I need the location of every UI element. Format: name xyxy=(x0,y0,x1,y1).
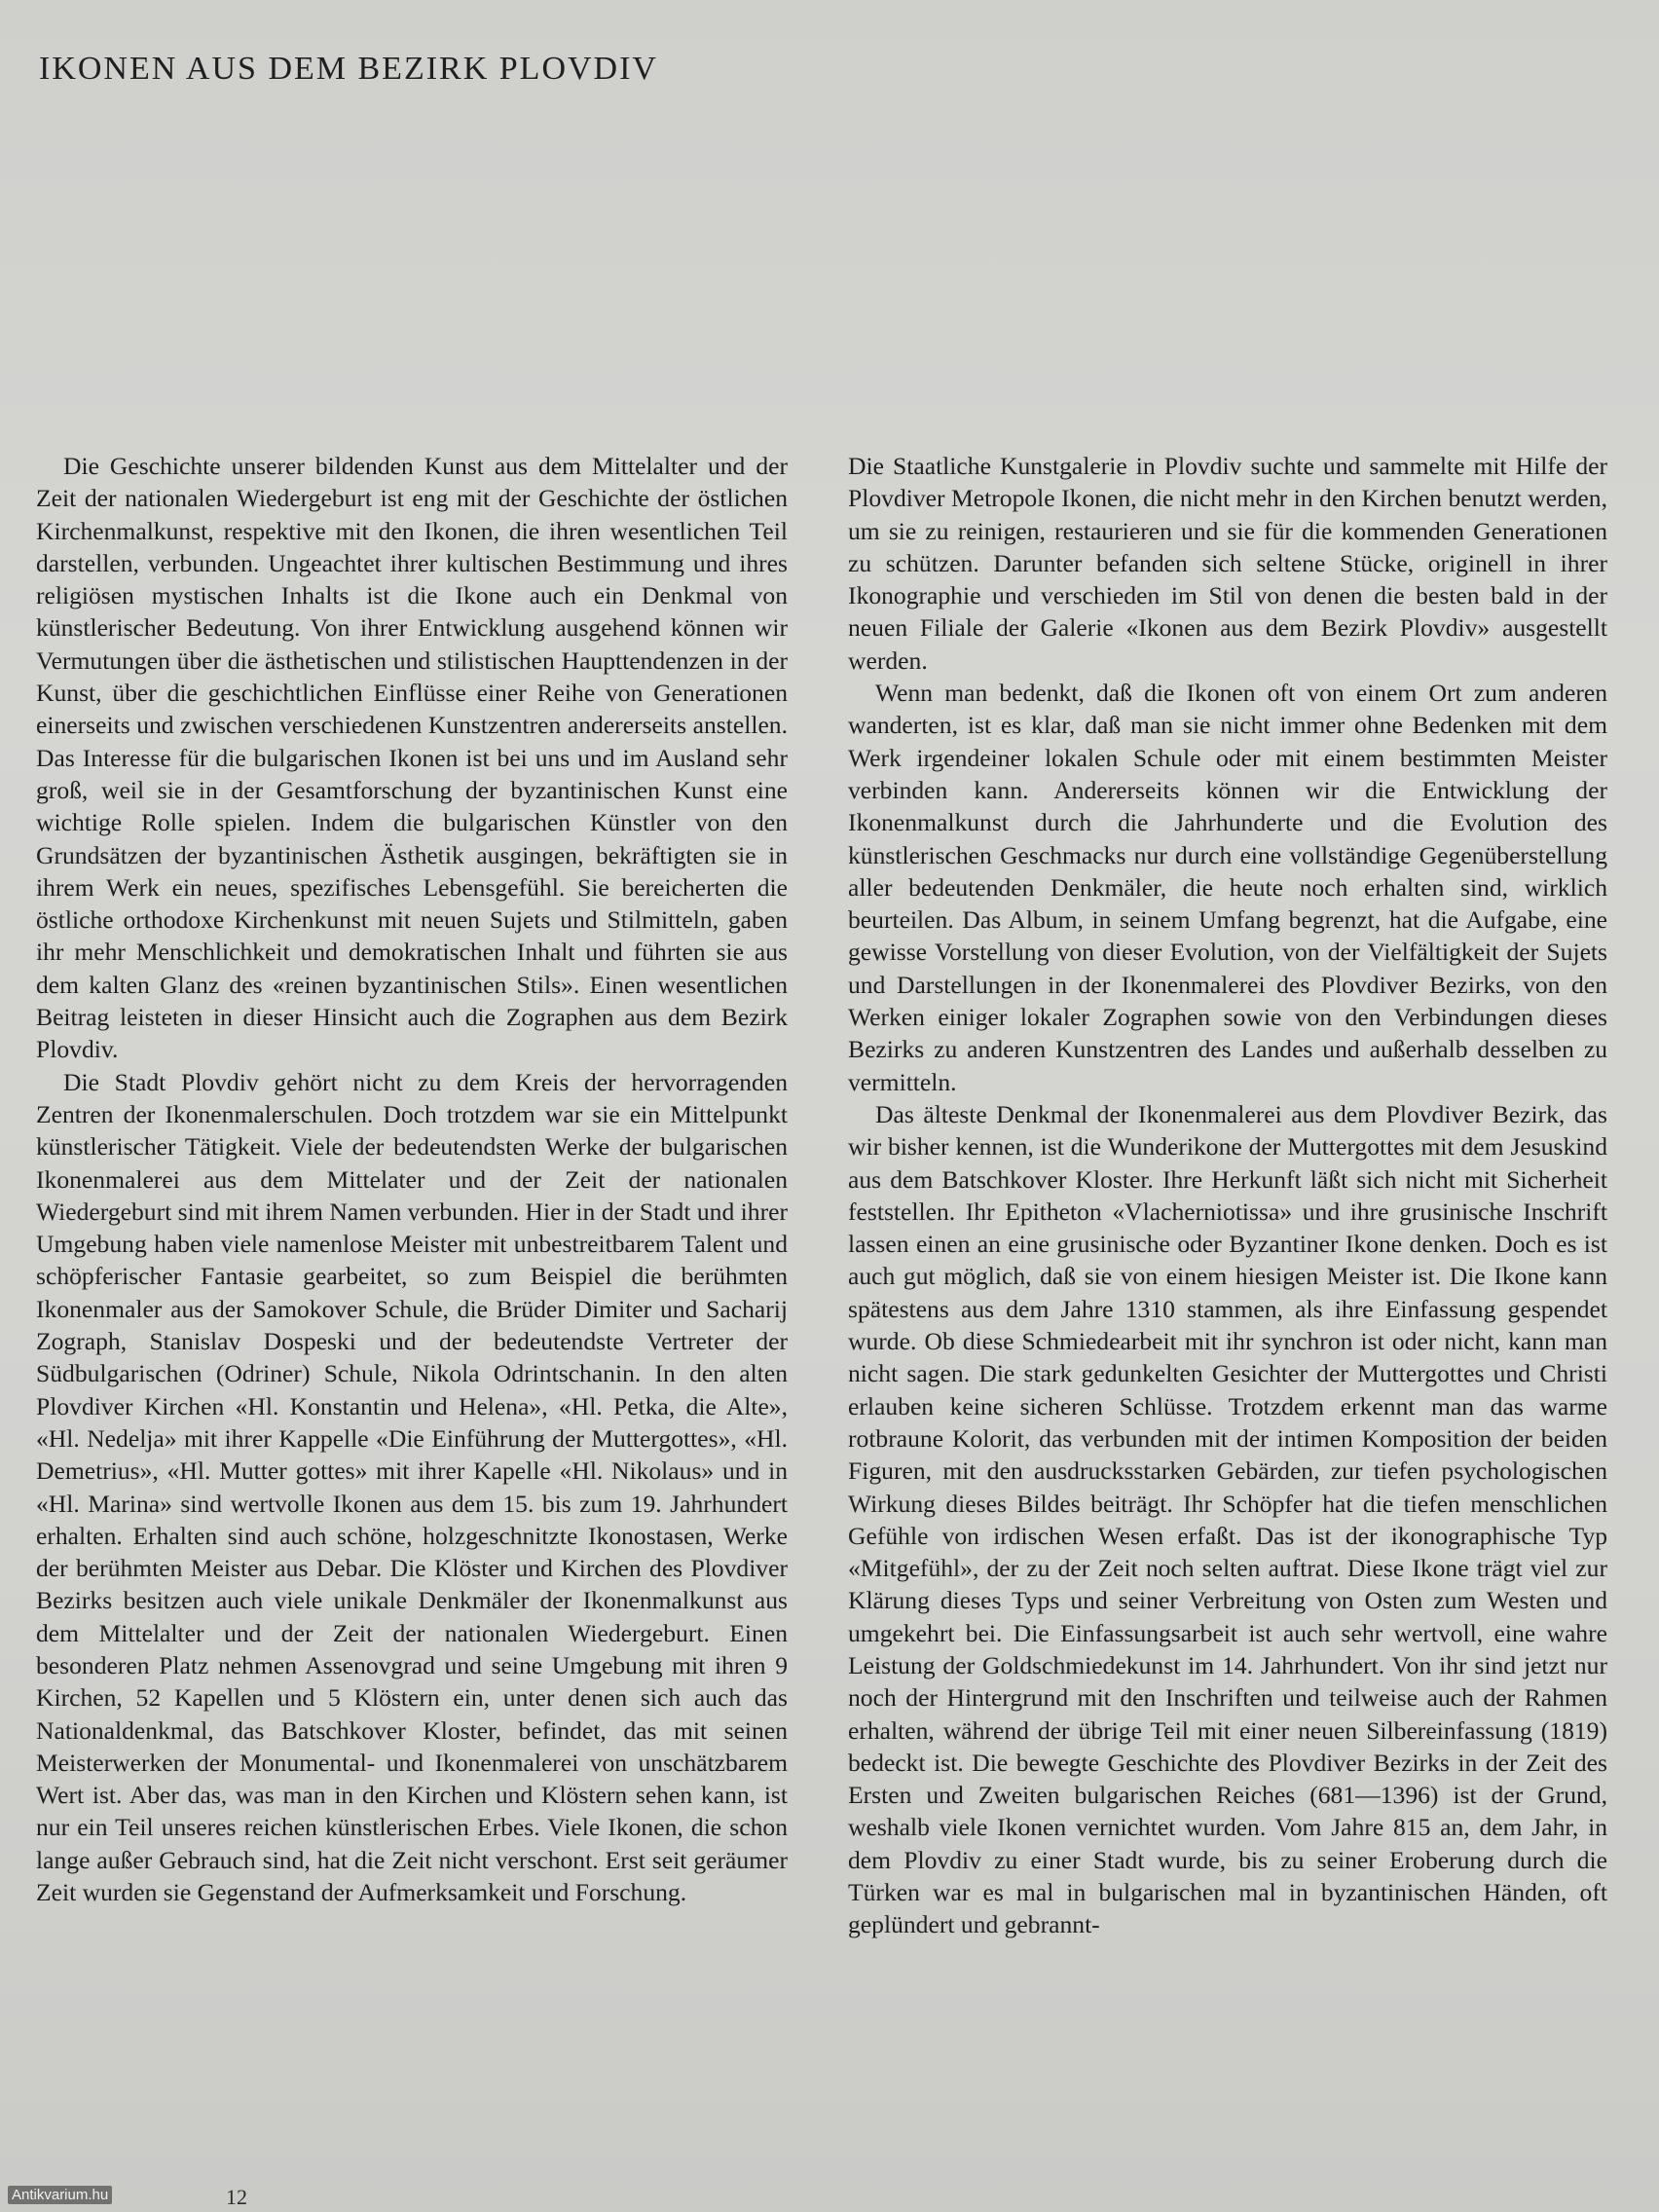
right-paragraph-2: Wenn man bedenkt, daß die Ikonen oft von einem Ort zum anderen wanderten, ist es klar, daß man sie nicht immer ohne Bedenken mit dem Werk irgendeiner lokalen Schule oder mit einem bestimmten Meister verbinden kann. Andererseits können wir die Entwicklung der Ikonenmalkunst durch die Jahrhunderte und die Evolution des künstlerischen Geschmacks nur durch eine vollständige Gegenüberstellung aller bedeutenden Denkmäler, die heute noch erhalten sind, wirklich beurteilen. Das Album, in seinem Umfang begrenzt, hat die Aufgabe, eine gewisse Vorstellung von dieser Evolution, von der Vielfältigkeit der Sujets und Darstellungen in der Ikonenmalerei des Plovdiver Bezirks, von den Werken einiger lokaler Zographen sowie von den Verbindungen dieses Bezirks zu anderen Kunstzentren des Landes und außerhalb desselben zu vermitteln. xyxy=(848,679,1607,1096)
left-paragraph-2: Die Stadt Plovdiv gehört nicht zu dem Kreis der hervorragenden Zentren der Ikonenmalerschulen. Doch trotzdem war sie ein Mittelpunkt künstlerischer Tätigkeit. Viele der bedeutendsten Werke der bulgarischen Ikonenmalerei aus dem Mittelater und der Zeit der nationalen Wiedergeburt sind mit ihrem Namen verbunden. Hier in der Stadt und ihrer Umgebung haben viele namenlose Meister mit unbestreitbarem Talent und schöpferischer Fantasie gearbeitet, so zum Beispiel die berühmten Ikonenmaler aus der Samokover Schule, die Brüder Dimiter und Sacharij Zograph, Stanislav Dospeski und der bedeutendste Vertreter der Südbulgarischen (Odriner) Schule, Nikola Odrintschanin. In den alten Plovdiver Kirchen «Hl. Konstantin und Helena», «Hl. Petka, die Alte», «Hl. Nedelja» mit ihrer Kappelle «Die Einführung der Muttergottes», «Hl. Demetrius», «Hl. Mutter gottes» mit ihrer Kapelle «Hl. Nikolaus» und in «Hl. Marina» sind wertvolle Ikonen aus dem 15. bis zum 19. Jahrhundert erhalten. Erhalten sind auch schöne, holzgeschnitzte Ikonostasen, Werke der berühmten Meister aus Debar. Die Klöster und Kirchen des Plovdiver Bezirks besitzen auch viele unikale Denkmäler der Ikonenmalkunst aus dem Mittelalter und der Zeit der nationalen Wiedergeburt. Einen besonderen Platz nehmen Assenovgrad und seine Umgebung mit ihren 9 Kirchen, 52 Kapellen und 5 Klöstern ein, unter denen sich auch das Nationaldenkmal, das Batschkover Kloster, befindet, das mit seinen Meisterwerken der Monumental- und Ikonenmalerei von unschätzbarem Wert ist. Aber das, was man in den Kirchen und Klöstern sehen kann, ist nur ein Teil unseres reichen künstlerischen Erbes. Viele Ikonen, die schon lange außer Gebrauch sind, hat die Zeit nicht verschont. Erst seit geräumer Zeit wurden sie Gegenstand der Aufmerksamkeit und Forschung. xyxy=(36,1067,788,1907)
right-paragraph-1: Die Staatliche Kunstgalerie in Plovdiv suchte und sammelte mit Hilfe der Plovdiver Metropole Ikonen, die nicht mehr in den Kirchen benutzt werden, um sie zu reinigen, restaurieren und sie für die kommenden Generationen zu schützen. Darunter befanden sich seltene Stücke, originell in ihrer Ikonographie und verschieden im Stil von denen die besten bald in der neuen Filiale der Galerie «Ikonen aus dem Bezirk Plovdiv» ausgestellt werden. xyxy=(848,452,1607,675)
watermark-label: Antikvarium.hu xyxy=(8,2186,112,2204)
right-text-column xyxy=(848,450,1607,1941)
right-paragraph-3: Das älteste Denkmal der Ikonenmalerei aus dem Plovdiver Bezirk, das wir bisher kennen, ist die Wunderikone der Muttergottes mit dem Jesuskind aus dem Batschkover Kloster. Ihre Herkunft läßt sich nicht mit Sicherheit feststellen. Ihr Epitheton «Vlacherniotissa» und ihre grusinische Inschrift lassen einen an eine grusinische oder Byzantiner Ikone denken. Doch es ist auch gut möglich, daß sie von einem hiesigen Meister ist. Die Ikone kann spätestens aus dem Jahre 1310 stammen, als ihre Einfassung gespendet wurde. Ob diese Schmiedearbeit mit ihr synchron ist oder nicht, kann man nicht sagen. Die stark gedunkelten Gesichter der Muttergottes und Christi erlauben keine sicheren Schlüsse. Trotzdem erkennt man das warme rotbraune Kolorit, das verbunden mit der intimen Komposition der beiden Figuren, mit den ausdrucksstarken Gebärden, zur tiefen psychologischen Wirkung dieses Bildes beiträgt. Ihr Schöpfer hat die tiefen menschlichen Gefühle von irdischen Wesen erfaßt. Das ist der ikonographische Typ «Mitgefühl», der zu der Zeit noch selten auftrat. Diese Ikone trägt viel zur Klärung dieses Typs und seiner Verbreitung von Osten zum Westen und umgekehrt bei. Die Einfassungsarbeit ist auch sehr wertvoll, eine wahre Leistung der Goldschmiedekunst im 14. Jahrhundert. Von ihr sind jetzt nur noch der Hintergrund mit den Inschriften und teilweise auch der Rahmen erhalten, während der übrige Teil mit einer neuen Silbereinfassung (1819) bedeckt ist. Die bewegte Geschichte des Plovdiver Bezirks in der Zeit des Ersten und Zweiten bulgarischen Reiches (681—1396) ist der Grund, weshalb viele Ikonen vernichtet wurden. Vom Jahre 815 an, dem Jahr, in dem Plovdiv zu einer Stadt wurde, bis zu seiner Eroberung durch die Türken war es mal in bulgarischen mal in byzantinischen Händen, oft geplündert und gebrannt- xyxy=(848,1099,1607,1939)
page-number: 12 xyxy=(226,2185,247,2209)
left-text-column xyxy=(36,450,788,1908)
page-title: IKONEN AUS DEM BEZIRK PLOVDIV xyxy=(39,51,658,87)
left-paragraph-1: Die Geschichte unserer bildenden Kunst aus dem Mittelalter und der Zeit der nationalen Wiedergeburt ist eng mit der Geschichte der östlichen Kirchenmalkunst, respektive mit den Ikonen, die ihren wesentlichen Teil darstellen, verbunden. Ungeachtet ihrer kultischen Bestimmung und ihres religiösen mystischen Inhalts ist die Ikone auch ein Denkmal von künstlerischer Bedeutung. Von ihrer Entwicklung ausgehend können wir Vermutungen über die ästhetischen und stilistischen Haupttendenzen in der Kunst, über die geschichtlichen Einflüsse einer Reihe von Generationen einerseits und zwischen verschiedenen Kunstzentren andererseits anstellen. Das Interesse für die bulgarischen Ikonen ist bei uns und im Ausland sehr groß, weil sie in der Gesamtforschung der byzantinischen Kunst eine wichtige Rolle spielen. Indem die bulgarischen Künstler von den Grundsätzen der byzantinischen Ästhetik ausgingen, bekräftigten sie in ihrem Werk ein neues, spezifisches Lebensgefühl. Sie bereicherten die östliche orthodoxe Kirchenkunst mit neuen Sujets und Stilmitteln, gaben ihr mehr Menschlichkeit und demokratischen Inhalt und führten sie aus dem kalten Glanz des «reinen byzantinischen Stils». Einen wesentlichen Beitrag leisteten in dieser Hinsicht auch die Zographen aus dem Bezirk Plovdiv. xyxy=(36,452,788,1064)
